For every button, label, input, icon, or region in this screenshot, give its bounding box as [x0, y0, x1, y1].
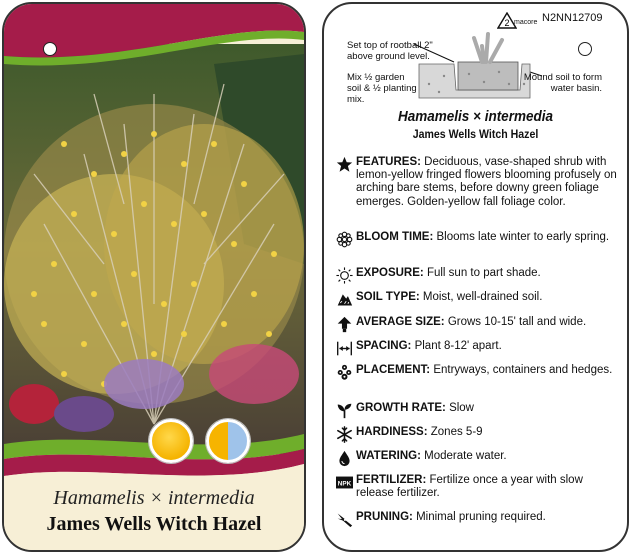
attr-growth-rate: GROWTH RATE: Slow — [336, 402, 621, 415]
soil-icon — [336, 291, 353, 308]
attr-watering: WATERING: Moderate water. — [336, 450, 621, 463]
sprout-icon — [336, 402, 353, 419]
front-common-name: James Wells Witch Hazel — [46, 513, 262, 535]
attr-placement: PLACEMENT: Entryways, containers and hedges. — [336, 364, 621, 377]
planting-basin-note: Mound soil to form water basin. — [523, 72, 602, 94]
size-icon — [336, 316, 353, 333]
attr-pruning: PRUNING: Minimal pruning required. — [336, 511, 621, 524]
attr-average-size: AVERAGE SIZE: Grows 10-15' tall and wide. — [336, 316, 621, 329]
npk-label: NPK — [337, 480, 352, 488]
sku-code: N2NN12709 — [542, 12, 603, 24]
water-drop-icon — [336, 450, 353, 467]
recycle-label: macore — [514, 19, 538, 26]
planting-top-note: Set top of rootball 2" above ground level. — [347, 40, 433, 62]
plant-photo — [4, 4, 304, 550]
attr-soil-type: SOIL TYPE: Moist, well-drained soil. — [336, 291, 621, 304]
back-common-name: James Wells Witch Hazel — [412, 129, 539, 141]
spacing-icon — [336, 340, 353, 357]
recycle-number: 2 — [504, 18, 510, 28]
front-scientific-name: Hamamelis × intermedia — [53, 487, 255, 509]
placement-icon — [336, 364, 353, 381]
attr-spacing: SPACING: Plant 8-12' apart. — [336, 340, 621, 353]
full-sun-icon — [149, 419, 193, 463]
back-scientific-name: Hamamelis × intermedia — [398, 108, 553, 125]
attr-fertilizer: NPK FERTILIZER: Fertilize once a year with slow release fertilizer. — [337, 474, 583, 500]
attr-features: FEATURES: Deciduous, vase-shaped shrub with lemon-yellow fringed flowers blooming profusely on arching bare stems, before downy green foliage emerges. Golden-yellow fall foliage color. — [336, 156, 621, 209]
pruners-icon — [336, 511, 353, 528]
plant-tag-front — [2, 2, 306, 552]
npk-icon — [336, 474, 353, 491]
attr-bloom-time: BLOOM TIME: Blooms late winter to early spring. — [336, 231, 621, 244]
plant-tag-back — [322, 2, 629, 552]
part-sun-icon — [206, 419, 250, 463]
snowflake-icon — [336, 426, 353, 443]
hang-hole — [43, 42, 57, 56]
attr-exposure: EXPOSURE: Full sun to part shade. — [336, 267, 621, 280]
flower-icon — [336, 231, 353, 248]
planting-soil-note: Mix ½ garden soil & ½ planting mix. — [347, 72, 417, 105]
star-icon — [336, 156, 353, 173]
attr-hardiness: HARDINESS: Zones 5-9 — [336, 426, 621, 439]
sun-icon — [336, 267, 353, 284]
